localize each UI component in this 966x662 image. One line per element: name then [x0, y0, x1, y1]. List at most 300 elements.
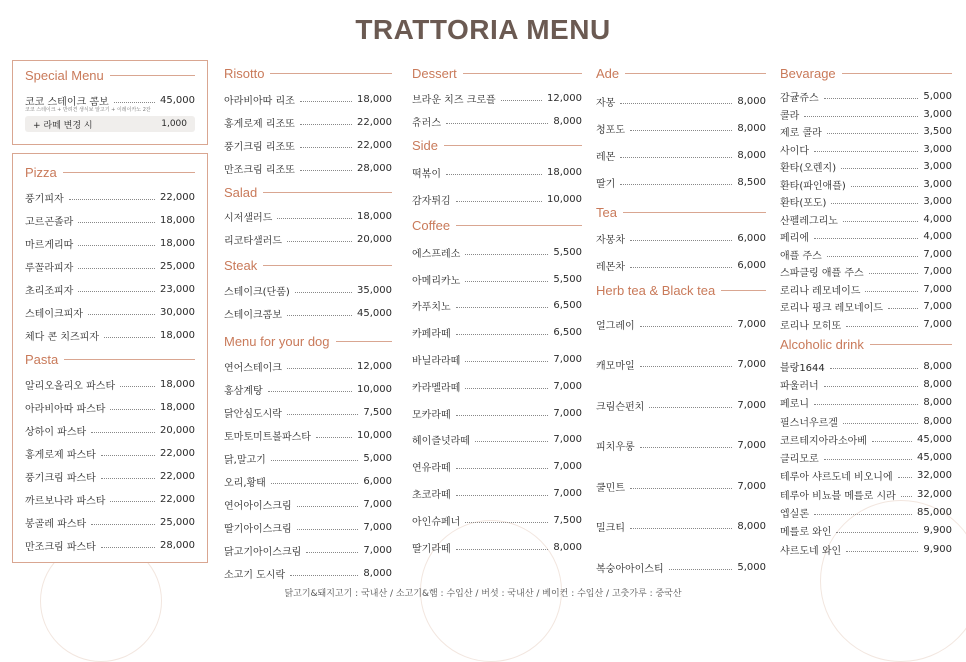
item-name: 바닐라라떼 — [412, 356, 461, 368]
item-price: 22,000 — [160, 192, 195, 203]
dot-leader — [843, 423, 918, 424]
addon-row — [25, 116, 195, 132]
item-name: 스테이크피자 — [25, 309, 83, 320]
item-name: 샤르도네 와인 — [780, 545, 842, 557]
item-price: 7,000 — [737, 440, 766, 452]
dot-leader — [287, 241, 352, 242]
item-price: 7,000 — [363, 522, 392, 533]
dot-leader — [898, 477, 912, 478]
dot-leader — [104, 337, 155, 338]
coffee-list — [412, 239, 582, 561]
item-price: 18,000 — [357, 94, 392, 105]
ade-list — [596, 88, 766, 196]
footer-origin-note: 닭고기&돼지고기 : 국내산 / 소고기&햄 : 수입산 / 버섯 : 국내산 / 베이컨 : 수입산 / 고춧가루 : 중국산 — [284, 589, 682, 599]
menu-item — [224, 205, 392, 228]
dot-leader — [814, 238, 918, 239]
item-price: 28,000 — [357, 163, 392, 174]
menu-item — [780, 540, 952, 558]
item-name: 홍게로제 파스타 — [25, 450, 96, 461]
item-price: 3,000 — [923, 161, 952, 173]
item-name: 자몽차 — [596, 235, 625, 246]
item-price: 7,000 — [923, 301, 952, 313]
salad-list — [224, 205, 392, 251]
item-price: 18,000 — [160, 238, 195, 249]
item-price: 6,000 — [737, 260, 766, 271]
item-name: 밀크티 — [596, 523, 625, 535]
menu-item — [780, 316, 952, 334]
menu-item — [412, 319, 582, 346]
item-price: 7,500 — [363, 407, 392, 418]
item-price: 18,000 — [160, 215, 195, 226]
menu-item — [412, 266, 582, 293]
dot-leader — [456, 307, 549, 308]
item-name: 고르곤졸라 — [25, 217, 74, 228]
dot-leader — [101, 455, 155, 456]
dot-leader — [287, 315, 352, 316]
menu-item — [412, 87, 582, 110]
menu-item — [780, 211, 952, 229]
item-price: 5,000 — [363, 453, 392, 464]
item-name: 츄러스 — [412, 118, 441, 129]
dot-leader — [649, 407, 732, 408]
menu-item — [780, 375, 952, 393]
item-price: 85,000 — [917, 507, 952, 519]
menu-item — [596, 385, 766, 426]
item-price: 22,000 — [160, 471, 195, 482]
menu-item — [25, 278, 195, 301]
menu-item — [25, 232, 195, 255]
dot-leader — [465, 254, 548, 255]
item-price: 7,000 — [923, 283, 952, 295]
dot-leader — [836, 532, 918, 533]
item-name: 테루아 비뇨블 메를로 시라 — [780, 490, 896, 502]
dot-leader — [620, 103, 732, 104]
item-price: 32,000 — [917, 470, 952, 482]
item-price: 20,000 — [357, 234, 392, 245]
dot-leader — [865, 291, 918, 292]
item-name: 까르보나라 파스타 — [25, 496, 106, 507]
tea-list — [596, 225, 766, 279]
item-name: 연어스테이크 — [224, 363, 282, 374]
item-name: 아라비아따 리조 — [224, 96, 295, 107]
item-price: 8,000 — [737, 521, 766, 533]
item-name: 코코 스테이크 콤보 — [25, 97, 109, 108]
dot-leader — [300, 101, 352, 102]
item-price: 32,000 — [917, 488, 952, 500]
dot-leader — [630, 240, 732, 241]
dot-leader — [888, 308, 918, 309]
item-price: 18,000 — [160, 402, 195, 413]
dot-leader — [297, 529, 359, 530]
item-name: 스파클링 애플 주스 — [780, 268, 864, 280]
item-price: 6,000 — [737, 233, 766, 244]
item-name: 닭고기아이스크림 — [224, 547, 302, 558]
dot-leader — [271, 460, 359, 461]
item-name: 환타(파인애플) — [780, 180, 846, 192]
menu-item — [596, 252, 766, 279]
item-name: 토마토미트볼파스타 — [224, 432, 311, 443]
dot-leader — [846, 551, 918, 552]
menu-item — [25, 209, 195, 232]
item-price: 30,000 — [160, 307, 195, 318]
menu-item — [596, 507, 766, 548]
item-price: 10,000 — [357, 430, 392, 441]
item-name: 봉골레 파스타 — [25, 519, 87, 530]
dot-leader — [277, 218, 352, 219]
dot-leader — [120, 386, 155, 387]
menu-item — [412, 373, 582, 400]
menu-item — [780, 448, 952, 466]
menu-item — [25, 419, 195, 442]
item-price: 25,000 — [160, 261, 195, 272]
menu-item — [780, 357, 952, 375]
item-name: 헤이즐넛라떼 — [412, 436, 470, 448]
item-name: 딸기아이스크림 — [224, 524, 292, 535]
item-price: 3,000 — [923, 108, 952, 120]
item-price: 12,000 — [547, 93, 582, 104]
section-title-special: Special Menu — [25, 65, 195, 85]
menu-item — [780, 485, 952, 503]
menu-item — [412, 427, 582, 454]
dot-leader — [297, 506, 359, 507]
item-price: 7,000 — [553, 488, 582, 500]
dot-leader — [465, 281, 548, 282]
menu-item — [25, 396, 195, 419]
section-title-ade: Ade — [596, 63, 766, 83]
item-name: 감자튀김 — [412, 196, 451, 207]
dot-leader — [287, 368, 352, 369]
menu-item — [412, 293, 582, 320]
item-name: 소고기 도시락 — [224, 570, 286, 581]
dot-leader — [78, 291, 155, 292]
item-name: 환타(포도) — [780, 198, 827, 210]
dot-leader — [872, 441, 912, 442]
menu-item — [224, 539, 392, 562]
menu-item — [25, 442, 195, 465]
menu-item — [780, 141, 952, 159]
pasta-list — [25, 373, 195, 557]
menu-item — [224, 228, 392, 251]
item-name: 로리나 레모네이드 — [780, 285, 861, 297]
menu-item — [596, 142, 766, 169]
item-name: 카페라떼 — [412, 329, 451, 341]
item-price: 7,000 — [737, 359, 766, 371]
item-name: 스테이크콤보 — [224, 310, 282, 321]
menu-item — [596, 225, 766, 252]
item-name: 초코라떼 — [412, 490, 451, 502]
item-name: 아라비아따 파스타 — [25, 404, 106, 415]
dot-leader — [814, 404, 918, 405]
risotto-list — [224, 88, 392, 180]
section-title-pasta: Pasta — [25, 349, 195, 369]
item-name: 풍기크림 파스타 — [25, 473, 96, 484]
item-name: 콜라 — [780, 110, 800, 122]
section-title-pizza: Pizza — [25, 162, 195, 182]
item-name: 크림슨펀치 — [596, 401, 645, 413]
item-price: 6,500 — [553, 300, 582, 312]
item-price: 3,000 — [923, 178, 952, 190]
page-title: TRATTORIA MENU — [355, 14, 611, 45]
item-price: 8,000 — [737, 123, 766, 134]
alcohol-list — [780, 357, 952, 558]
item-price: 45,000 — [160, 95, 195, 106]
item-price: 23,000 — [160, 284, 195, 295]
item-price: 45,000 — [357, 308, 392, 319]
item-price: 7,000 — [553, 354, 582, 366]
menu-item — [412, 453, 582, 480]
item-price: 8,000 — [363, 568, 392, 579]
item-name: 로리나 핑크 레모네이드 — [780, 303, 883, 315]
item-price: 9,900 — [923, 525, 952, 537]
item-price: 7,000 — [363, 499, 392, 510]
dot-leader — [827, 133, 919, 134]
menu-item — [596, 547, 766, 588]
dot-leader — [630, 267, 732, 268]
item-name: 마르게리따 — [25, 240, 74, 251]
dot-leader — [814, 514, 912, 515]
item-price: 18,000 — [357, 211, 392, 222]
menu-item — [596, 169, 766, 196]
menu-item — [25, 373, 195, 396]
menu-item — [780, 123, 952, 141]
menu-item — [596, 304, 766, 345]
item-name: 연유라떼 — [412, 463, 451, 475]
section-title-dog: Menu for your dog — [224, 331, 392, 351]
beverage-list — [780, 88, 952, 333]
menu-item — [780, 193, 952, 211]
menu-item — [224, 88, 392, 111]
item-price: 5,500 — [553, 273, 582, 285]
item-name: 레몬 — [596, 152, 616, 163]
item-name: 딸기라떼 — [412, 543, 451, 555]
item-name: 캐모마일 — [596, 361, 635, 373]
dot-leader — [446, 174, 542, 175]
menu-item — [224, 134, 392, 157]
item-price: 4,000 — [923, 213, 952, 225]
item-price: 5,500 — [553, 246, 582, 258]
dot-leader — [640, 326, 733, 327]
menu-item — [780, 467, 952, 485]
dot-leader — [630, 130, 732, 131]
item-name: 스테이크(단품) — [224, 287, 290, 298]
item-name: 클리모로 — [780, 454, 819, 466]
menu-item — [224, 401, 392, 424]
item-price: 7,000 — [737, 399, 766, 411]
item-price: 5,000 — [737, 561, 766, 573]
item-name: 브라운 치즈 크로플 — [412, 95, 496, 106]
item-price: 7,000 — [363, 545, 392, 556]
menu-item — [25, 465, 195, 488]
item-price: 22,000 — [357, 140, 392, 151]
item-price: 22,000 — [160, 494, 195, 505]
menu-item — [412, 186, 582, 213]
item-name: 자몽 — [596, 98, 616, 109]
section-title-herb: Herb tea & Black tea — [596, 280, 766, 300]
item-price: 8,000 — [553, 116, 582, 127]
dot-leader — [300, 147, 352, 148]
dot-leader — [620, 184, 732, 185]
dot-leader — [290, 575, 358, 576]
dot-leader — [824, 459, 912, 460]
side-list — [412, 159, 582, 213]
section-title-dessert: Dessert — [412, 63, 582, 83]
menu-item — [780, 106, 952, 124]
section-title-side: Side — [412, 135, 582, 155]
special-note: 코코 스테이크 + 반려견 생식보 알고기 + 이레이카노 2잔 — [25, 107, 151, 113]
dot-leader — [300, 124, 352, 125]
item-name: 감귤쥬스 — [780, 93, 819, 105]
dot-leader — [824, 98, 919, 99]
section-title-beverage: Bevarage — [780, 63, 952, 83]
menu-item — [412, 480, 582, 507]
item-price: 7,000 — [923, 318, 952, 330]
item-name: 쿨민트 — [596, 482, 625, 494]
section-title-steak: Steak — [224, 255, 392, 275]
item-price: 5,000 — [923, 91, 952, 103]
dot-leader — [501, 100, 542, 101]
menu-item — [596, 88, 766, 115]
item-name: 페리에 — [780, 233, 809, 245]
item-name: 엡실론 — [780, 509, 809, 521]
dot-leader — [630, 528, 732, 529]
item-name: 파울러너 — [780, 380, 819, 392]
item-name: 블랑1644 — [780, 362, 825, 374]
dot-leader — [465, 522, 548, 523]
menu-item — [224, 279, 392, 302]
dot-leader — [91, 432, 155, 433]
menu-item — [25, 488, 195, 511]
item-price: 18,000 — [547, 167, 582, 178]
section-title-alcohol: Alcoholic drink — [780, 334, 952, 354]
menu-item — [25, 324, 195, 347]
dot-leader — [851, 186, 919, 187]
item-name: 제로 콜라 — [780, 128, 822, 140]
menu-item — [412, 110, 582, 133]
item-price: 18,000 — [160, 379, 195, 390]
menu-item — [224, 470, 392, 493]
item-name: 리코타샐러드 — [224, 236, 282, 247]
item-name: 만조크림 파스타 — [25, 542, 96, 553]
dot-leader — [465, 361, 548, 362]
menu-item — [224, 493, 392, 516]
menu-item — [780, 228, 952, 246]
menu-item — [780, 246, 952, 264]
dessert-list — [412, 87, 582, 133]
dot-leader — [295, 292, 352, 293]
section-title-tea: Tea — [596, 202, 766, 222]
item-name: 산펠레그리노 — [780, 215, 838, 227]
dot-leader — [830, 368, 919, 369]
item-price: 8,500 — [737, 177, 766, 188]
menu-item — [780, 394, 952, 412]
dot-leader — [101, 547, 155, 548]
menu-item — [224, 424, 392, 447]
item-price: 8,000 — [923, 397, 952, 409]
item-price: 7,000 — [737, 480, 766, 492]
dot-leader — [475, 441, 548, 442]
menu-item — [780, 158, 952, 176]
dot-leader — [456, 334, 549, 335]
item-name: 코르테지아라소아베 — [780, 435, 867, 447]
dot-leader — [846, 326, 918, 327]
dot-leader — [101, 478, 155, 479]
item-price: 3,000 — [923, 143, 952, 155]
item-name: 홍게로제 리조또 — [224, 119, 295, 130]
item-price: 8,000 — [737, 96, 766, 107]
dot-leader — [669, 569, 733, 570]
menu-item — [780, 88, 952, 106]
menu-item — [780, 281, 952, 299]
menu-item — [780, 522, 952, 540]
item-name: 복숭아아이스티 — [596, 563, 664, 575]
item-name: 모카라떼 — [412, 409, 451, 421]
item-price: 8,000 — [923, 378, 952, 390]
item-price: 7,500 — [553, 514, 582, 526]
item-price: 20,000 — [160, 425, 195, 436]
item-price: 45,000 — [917, 452, 952, 464]
menu-item — [224, 562, 392, 585]
menu-item — [596, 466, 766, 507]
menu-item — [780, 503, 952, 521]
item-price: 22,000 — [160, 448, 195, 459]
dot-leader — [869, 273, 919, 274]
dot-leader — [300, 170, 352, 171]
item-name: 닭,말고기 — [224, 455, 266, 466]
section-title-risotto: Risotto — [224, 63, 392, 83]
item-price: 6,000 — [363, 476, 392, 487]
menu-item — [412, 159, 582, 186]
item-name: 딸기 — [596, 179, 616, 190]
menu-item — [780, 412, 952, 430]
item-name: 테루아 샤르도네 비오니에 — [780, 472, 893, 484]
dot-leader — [456, 201, 542, 202]
item-name: 풍기크림 리조또 — [224, 142, 295, 153]
addon-price: 1,000 — [161, 119, 187, 129]
dot-leader — [843, 221, 918, 222]
dot-leader — [827, 256, 919, 257]
item-price: 7,000 — [553, 434, 582, 446]
item-name: 환타(오렌지) — [780, 163, 837, 175]
item-name: 청포도 — [596, 125, 625, 136]
item-name: 알리오올리오 파스타 — [25, 381, 116, 392]
dot-leader — [316, 437, 352, 438]
item-name: 에스프레소 — [412, 248, 461, 260]
dot-leader — [901, 496, 912, 497]
steak-list — [224, 279, 392, 325]
item-price: 4,000 — [923, 231, 952, 243]
item-price: 7,000 — [923, 266, 952, 278]
item-name: 체다 콘 치즈피자 — [25, 332, 99, 343]
menu-item — [25, 534, 195, 557]
dot-leader — [78, 268, 155, 269]
dot-leader — [287, 414, 358, 415]
item-name: 연어아이스크림 — [224, 501, 292, 512]
item-name: 시저샐러드 — [224, 213, 273, 224]
item-price: 8,000 — [553, 541, 582, 553]
item-price: 8,000 — [923, 415, 952, 427]
dot-leader — [78, 222, 155, 223]
menu-item — [412, 534, 582, 561]
item-name: 초리조피자 — [25, 286, 74, 297]
item-price: 12,000 — [357, 361, 392, 372]
item-price: 18,000 — [160, 330, 195, 341]
dot-leader — [268, 391, 352, 392]
menu-item — [224, 355, 392, 378]
dot-leader — [456, 415, 549, 416]
menu-item — [780, 430, 952, 448]
item-name: 얼그레이 — [596, 320, 635, 332]
menu-item — [25, 511, 195, 534]
